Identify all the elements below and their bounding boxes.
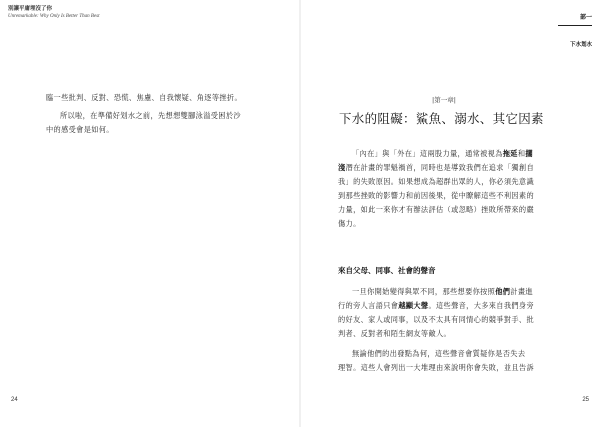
body-paragraph-2	[338, 285, 534, 341]
text-line: 中的感受會是如何。	[46, 125, 114, 134]
text-run: 力量，如此一來你才有辦法評估（或忽略）挫敗所帶來的嚴	[338, 205, 534, 214]
emphasis-text: 越顯大聲	[398, 301, 429, 310]
text-line	[338, 161, 534, 175]
chapter-label: |第一章|	[432, 96, 456, 104]
text-line	[338, 347, 534, 361]
text-run: 我」的失敗原因。如果想成為超群出眾的人，你必須先意識	[338, 177, 534, 186]
right-page	[300, 0, 600, 427]
text-run: 行的旁人言語只會	[338, 301, 399, 310]
text-line	[338, 217, 534, 231]
text-line	[338, 189, 534, 203]
page-number-right: 25	[582, 397, 589, 403]
text-run: 一旦你開始變得與眾不同，那些想要你按照	[352, 287, 496, 296]
text-line	[338, 361, 534, 375]
text-run: 理智。這些人會列出一大堆理由來說明你會失敗，並且告訴	[338, 363, 534, 372]
text-line	[338, 203, 534, 217]
text-run: 和	[517, 149, 526, 158]
text-run: 。這些聲音，大多來自我們身旁	[428, 301, 534, 310]
text-run: 判者、反對者和陌生網友等敵人。	[338, 329, 452, 338]
text-run: 的好友、家人或同事，以及不太具有同情心的競爭對手、批	[338, 315, 534, 324]
section-heading: 來自父母、同事、社會的聲音	[338, 266, 436, 275]
emphasis-text: 淺	[338, 163, 346, 172]
text-line	[338, 147, 534, 161]
part-header	[580, 12, 592, 21]
text-run: 計畫進	[510, 287, 533, 296]
text-run: 到那些挫敗的影響力和前因後果，從中瞭解這些不利因素的	[338, 191, 534, 200]
left-paragraph-2	[46, 109, 241, 137]
left-paragraph-1	[46, 91, 242, 105]
text-line	[338, 327, 534, 341]
text-run: 傷力。	[338, 219, 361, 228]
emphasis-text: 拖延	[502, 149, 518, 158]
header-rule	[558, 25, 592, 26]
book-title-cn: 別讓平庸埋沒了你	[8, 6, 53, 12]
part-label: 部一	[579, 14, 592, 21]
emphasis-text: 擱	[525, 149, 533, 158]
text-line: 臨一些批判、反對、恐慌、焦慮、自我懷疑、角逐等挫折。	[46, 93, 242, 102]
text-run: 無論他們的出發點為何，這些聲音會質疑你是否失去	[352, 349, 526, 358]
emphasis-text: 他們	[495, 287, 511, 296]
chapter-title: 下水的阻礙：鯊魚、溺水、其它因素	[339, 111, 544, 126]
section-running-title: 下水划水	[569, 42, 592, 48]
text-run: 潛在計畫的罪魁禍首，同時也是導致我們在追求「獨創自	[345, 163, 534, 172]
text-line	[338, 285, 534, 299]
text-line: 所以啦，在準備好划水之前，先想想雙腳泳溢受困於沙	[60, 111, 241, 120]
text-line	[338, 299, 534, 313]
text-run: 「內在」與「外在」這兩股力量，通常被視為	[352, 149, 503, 158]
intro-paragraph	[338, 147, 534, 231]
text-line	[338, 175, 534, 189]
body-paragraph-3	[338, 347, 534, 375]
book-title-en: Unremarkable: Why Only Is Better Than Best	[8, 14, 100, 19]
page-number-left: 24	[11, 397, 18, 403]
running-header	[8, 6, 158, 20]
text-line	[338, 313, 534, 327]
